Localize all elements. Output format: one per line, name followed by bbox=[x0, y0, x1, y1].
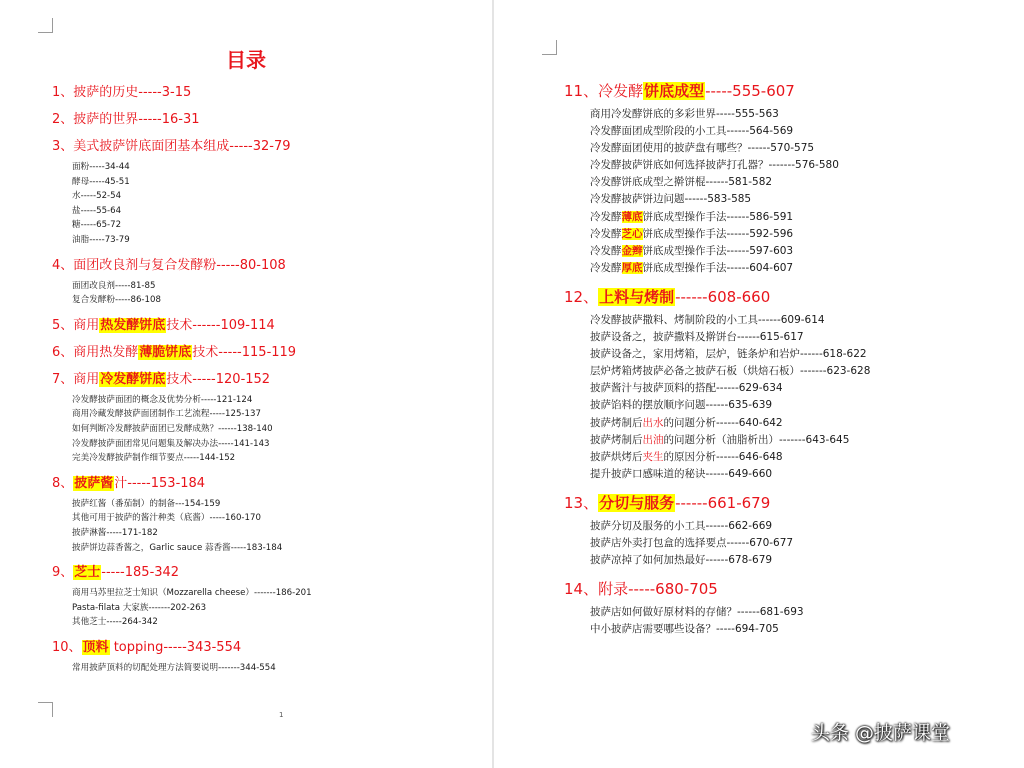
toc-sub-entry bbox=[590, 346, 1014, 363]
text-segment: 披萨烘烤后 bbox=[590, 450, 643, 463]
toc-sub-entry bbox=[590, 432, 1014, 449]
text-segment: -----185-342 bbox=[101, 565, 180, 581]
toc-sub-entry: 面团改良剂-----81-85 bbox=[72, 280, 156, 291]
highlighted-text: 芝心 bbox=[621, 227, 643, 240]
text-segment: 饼底成型操作手法------597-603 bbox=[642, 244, 794, 257]
text-segment: 7、商用 bbox=[52, 371, 100, 387]
toc-entry-heading bbox=[564, 286, 1014, 308]
text-segment: 披萨店如何做好原材料的存储？------681-693 bbox=[590, 606, 804, 619]
toc-section bbox=[52, 371, 482, 466]
toc-section bbox=[52, 111, 482, 129]
toc-title: 目录 bbox=[226, 48, 266, 72]
toc-sub-entry: Pasta-filata 大家族-------202-263 bbox=[72, 602, 207, 613]
toc-sub-entry bbox=[590, 466, 1014, 483]
toc-sub-entry: 披萨红酱（番茄制）的制备---154-159 bbox=[72, 498, 221, 509]
toc-entry-heading bbox=[52, 257, 482, 275]
toc-sub-entry bbox=[590, 174, 1014, 191]
text-segment: ------661-679 bbox=[675, 493, 771, 512]
highlighted-text: 薄脆饼底 bbox=[139, 344, 192, 360]
toc-sub-entry: 面粉-----34-44 bbox=[72, 162, 130, 172]
crop-mark-top-left bbox=[38, 18, 53, 33]
toc-sub-entry: 水-----52-54 bbox=[72, 191, 122, 202]
toc-sub-list bbox=[72, 586, 482, 630]
text-segment: 6、商用热发酵 bbox=[52, 344, 139, 360]
toc-sub-entry bbox=[590, 518, 1014, 535]
toc-sub-entry bbox=[590, 209, 1014, 226]
text-segment: 层炉烤箱烤披萨必备之披萨石板（烘焙石板）-------623-628 bbox=[590, 365, 871, 378]
toc-sub-entry bbox=[590, 535, 1014, 552]
toc-entry-heading bbox=[52, 317, 482, 335]
toc-section bbox=[564, 492, 1014, 569]
toc-sub-entry bbox=[590, 621, 1014, 638]
text-segment: 商用冷发酵饼底的多彩世界-----555-563 bbox=[590, 108, 779, 120]
red-emphasis-text: 出油 bbox=[642, 433, 664, 446]
watermark: 头条 @披萨课堂 bbox=[811, 722, 951, 744]
toc-sub-entry: 商用冷藏发酵披萨面团制作工艺流程-----125-137 bbox=[72, 409, 261, 420]
toc-section bbox=[52, 317, 482, 335]
toc-sub-list bbox=[590, 106, 1014, 277]
text-segment: 披萨馅料的摆放顺序问题------635-639 bbox=[590, 399, 773, 412]
toc-sub-entry: 如何判断冷发酵披萨面团已发酵成熟？------138-140 bbox=[72, 423, 273, 434]
highlighted-text: 顶料 bbox=[82, 639, 109, 655]
text-segment: 冷发酵披萨撒料、烤制阶段的小工具------609-614 bbox=[590, 313, 825, 326]
toc-section bbox=[52, 344, 482, 362]
toc-sub-entry bbox=[590, 140, 1014, 157]
highlighted-text: 芝士 bbox=[74, 565, 101, 581]
text-segment: 披萨酱汁与披萨顶料的搭配------629-634 bbox=[590, 382, 783, 395]
toc-sub-entry bbox=[590, 415, 1014, 432]
toc-section bbox=[52, 475, 482, 555]
toc-section bbox=[52, 639, 482, 676]
text-segment: 披萨分切及服务的小工具------662-669 bbox=[590, 519, 773, 532]
toc-sub-entry: 油脂-----73-79 bbox=[72, 234, 130, 245]
toc-sub-list bbox=[72, 497, 482, 555]
text-segment: 披萨凉掉了如何加热最好------678-679 bbox=[590, 554, 773, 567]
toc-sub-entry bbox=[590, 123, 1014, 140]
toc-sub-entry: 其他芝士-----264-342 bbox=[72, 617, 158, 628]
toc-sub-entry: 其他可用于披萨的酱汁种类（底酱）-----160-170 bbox=[72, 513, 261, 524]
toc-sub-entry bbox=[590, 329, 1014, 346]
text-segment: 披萨烤制后 bbox=[590, 433, 643, 446]
text-segment: topping-----343-554 bbox=[109, 639, 242, 655]
highlighted-text: 冷发酵饼底 bbox=[100, 371, 166, 387]
toc-section bbox=[52, 138, 482, 248]
text-segment: 饼底成型操作手法------586-591 bbox=[642, 210, 794, 223]
toc-sub-entry: 盐-----55-64 bbox=[72, 205, 122, 216]
highlighted-text: 厚底 bbox=[621, 261, 643, 274]
toc-sub-entry bbox=[590, 226, 1014, 243]
text-segment: 冷发酵面团成型阶段的小工具------564-569 bbox=[590, 125, 794, 138]
toc-section bbox=[52, 84, 482, 102]
toc-sub-entry bbox=[590, 363, 1014, 380]
toc-sub-list bbox=[590, 518, 1014, 569]
text-segment: 14、附录-----680-705 bbox=[564, 580, 718, 599]
toc-sub-entry: 常用披萨顶料的切配处理方法简要说明-------344-554 bbox=[72, 662, 276, 673]
toc-section bbox=[564, 80, 1014, 277]
toc-sub-entry bbox=[590, 260, 1014, 277]
toc-sub-entry: 完美冷发酵披萨制作细节要点-----144-152 bbox=[72, 453, 236, 464]
toc-section bbox=[564, 286, 1014, 483]
text-segment: 技术-----115-119 bbox=[192, 344, 297, 360]
text-segment: 10、 bbox=[52, 639, 82, 655]
toc-sub-entry bbox=[590, 243, 1014, 260]
toc-sub-entry: 披萨淋酱-----171-182 bbox=[72, 527, 158, 538]
text-segment: 冷发酵 bbox=[590, 261, 622, 274]
toc-entry-heading bbox=[52, 475, 482, 493]
red-emphasis-text: 出水 bbox=[642, 416, 664, 429]
text-segment: 的问题分析------640-642 bbox=[663, 416, 783, 429]
text-segment: 5、商用 bbox=[52, 317, 100, 333]
toc-sub-entry: 酵母-----45-51 bbox=[72, 176, 130, 187]
text-segment: 冷发酵饼底成型之擀饼棍------581-582 bbox=[590, 176, 773, 189]
text-segment: 提升披萨口感味道的秘诀------649-660 bbox=[590, 467, 773, 480]
toc-left-column bbox=[52, 84, 482, 677]
document-page-right bbox=[494, 0, 1024, 768]
text-segment: 冷发酵披萨饼底如何选择披萨打孔器？-------576-580 bbox=[590, 159, 839, 172]
document-page-left bbox=[0, 0, 492, 768]
text-segment: 冷发酵 bbox=[590, 227, 622, 240]
toc-section bbox=[564, 578, 1014, 638]
highlighted-text: 金辫 bbox=[621, 244, 643, 257]
text-segment: 披萨店外卖打包盒的选择要点------670-677 bbox=[590, 536, 794, 549]
toc-sub-entry bbox=[590, 312, 1014, 329]
text-segment: 3、美式披萨饼底面团基本组成-----32-79 bbox=[52, 139, 291, 154]
red-emphasis-text: 夹生 bbox=[642, 450, 664, 463]
text-segment: 冷发酵 bbox=[590, 244, 622, 257]
toc-entry-heading bbox=[564, 492, 1014, 514]
toc-sub-entry bbox=[590, 449, 1014, 466]
toc-entry-heading bbox=[564, 80, 1014, 102]
toc-entry-heading bbox=[52, 371, 482, 389]
text-segment: 饼底成型操作手法------592-596 bbox=[642, 227, 794, 240]
text-segment: 披萨烤制后 bbox=[590, 416, 643, 429]
crop-mark-bottom-left bbox=[38, 702, 53, 717]
text-segment: 11、冷发酵 bbox=[564, 82, 644, 100]
text-segment: 技术-----120-152 bbox=[166, 371, 271, 387]
toc-sub-entry: 披萨饼边蒜香酱之，Garlic sauce 蒜香酱-----183-184 bbox=[72, 542, 283, 553]
toc-section bbox=[52, 564, 482, 630]
text-segment: 冷发酵披萨饼边问题------583-585 bbox=[590, 193, 752, 206]
toc-sub-list bbox=[72, 393, 482, 466]
text-segment: -----555-607 bbox=[705, 82, 795, 100]
text-segment: 饼底成型操作手法------604-607 bbox=[642, 261, 794, 274]
text-segment: 12、 bbox=[564, 287, 599, 306]
toc-entry-heading bbox=[52, 564, 482, 582]
toc-sub-entry: 复合发酵粉-----86-108 bbox=[72, 295, 161, 306]
toc-sub-list bbox=[72, 279, 482, 308]
toc-sub-entry bbox=[590, 552, 1014, 569]
text-segment: 中小披萨店需要哪些设备？-----694-705 bbox=[590, 623, 779, 636]
text-segment: 披萨设备之，披萨撒料及擀饼台------615-617 bbox=[590, 331, 804, 344]
toc-sub-entry bbox=[590, 604, 1014, 621]
toc-entry-heading bbox=[564, 578, 1014, 600]
toc-right-column bbox=[564, 80, 1014, 640]
toc-section bbox=[52, 257, 482, 308]
text-segment: 1、披萨的历史-----3-15 bbox=[52, 85, 192, 100]
text-segment: ------608-660 bbox=[675, 287, 771, 306]
toc-sub-entry: 冷发酵披萨面团常见问题集及解决办法-----141-143 bbox=[72, 438, 270, 449]
toc-sub-list bbox=[590, 312, 1014, 483]
text-segment: 13、 bbox=[564, 493, 599, 512]
toc-entry-heading bbox=[52, 138, 482, 156]
toc-sub-list bbox=[72, 661, 482, 676]
text-segment: 9、 bbox=[52, 565, 74, 581]
highlighted-text: 分切与服务 bbox=[599, 493, 675, 512]
toc-entry-heading bbox=[52, 111, 482, 129]
toc-sub-entry: 冷发酵披萨面团的概念及优势分析-----121-124 bbox=[72, 394, 253, 405]
toc-sub-entry: 商用马苏里拉芝士知识（Mozzarella cheese）-------186-201 bbox=[72, 588, 312, 599]
text-segment: 冷发酵 bbox=[590, 210, 622, 223]
text-segment: 8、 bbox=[52, 475, 74, 491]
text-segment: 披萨设备之，家用烤箱，层炉，链条炉和岩炉------618-622 bbox=[590, 348, 867, 361]
toc-sub-entry bbox=[590, 106, 1014, 123]
text-segment: 的原因分析------646-648 bbox=[663, 450, 783, 463]
highlighted-text: 薄底 bbox=[621, 210, 643, 223]
toc-sub-entry bbox=[590, 157, 1014, 174]
toc-entry-heading bbox=[52, 84, 482, 102]
toc-sub-list bbox=[72, 160, 482, 248]
toc-sub-entry bbox=[590, 397, 1014, 414]
toc-sub-entry bbox=[590, 191, 1014, 208]
highlighted-text: 披萨酱 bbox=[74, 475, 114, 491]
toc-entry-heading bbox=[52, 639, 482, 657]
highlighted-text: 饼底成型 bbox=[644, 82, 705, 100]
highlighted-text: 热发酵饼底 bbox=[100, 317, 166, 333]
page-number: 1 bbox=[279, 711, 284, 719]
text-segment: 4、面团改良剂与复合发酵粉-----80-108 bbox=[52, 257, 286, 273]
toc-sub-entry bbox=[590, 380, 1014, 397]
text-segment: 冷发酵面团使用的披萨盘有哪些？------570-575 bbox=[590, 142, 815, 155]
text-segment: 2、披萨的世界-----16-31 bbox=[52, 112, 200, 127]
text-segment: 技术------109-114 bbox=[166, 317, 275, 333]
highlighted-text: 上料与烤制 bbox=[599, 287, 675, 306]
text-segment: 的问题分析（油脂析出）-------643-645 bbox=[663, 433, 850, 446]
toc-entry-heading bbox=[52, 344, 482, 362]
crop-mark-top-left bbox=[542, 40, 557, 55]
toc-sub-list bbox=[590, 604, 1014, 638]
toc-sub-entry: 糖-----65-72 bbox=[72, 220, 122, 231]
text-segment: 汁-----153-184 bbox=[114, 475, 206, 491]
